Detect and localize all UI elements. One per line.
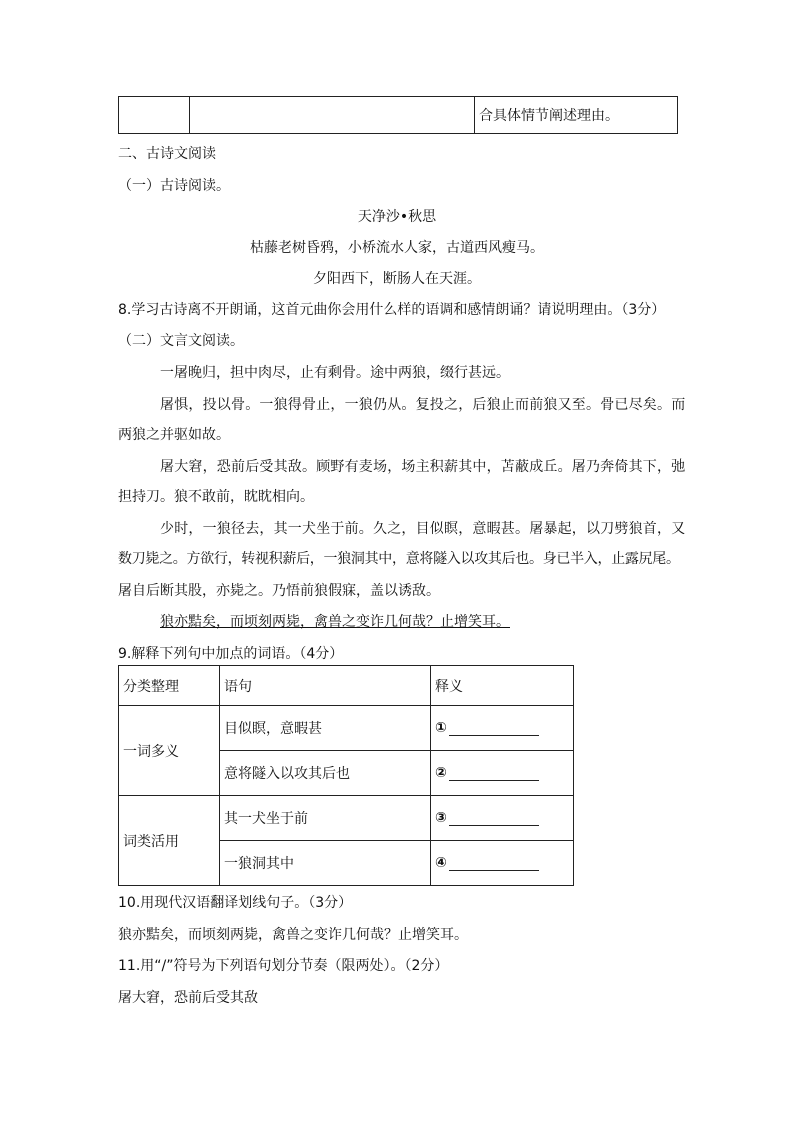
top-table-cell-3: 合具体情节阐述理由。 bbox=[475, 97, 678, 134]
poetry-subheading: （一）古诗阅读。 bbox=[118, 178, 230, 194]
question-10: 10.用现代汉语翻译划线句子。（3分） bbox=[118, 895, 353, 911]
row-sentence: 目似瞑，意暇甚 bbox=[220, 706, 431, 751]
vocab-table bbox=[118, 665, 574, 886]
passage-paragraph-3-line-1: 屠大窘，恐前后受其敌。顾野有麦场，场主积薪其中，苫蔽成丘。屠乃奔倚其下，弛 bbox=[160, 459, 686, 475]
header-category: 分类整理 bbox=[119, 666, 220, 706]
question-10-sentence: 狼亦黠矣，而顷刻两毙，禽兽之变诈几何哉？止增笑耳。 bbox=[118, 927, 468, 943]
passage-paragraph-2-line-1: 屠惧，投以骨。一狼得骨止，一狼仍从。复投之，后狼止而前狼又至。骨已尽矣。而 bbox=[160, 397, 686, 413]
passage-paragraph-4-line-3: 屠自后断其股，亦毙之。乃悟前狼假寐，盖以诱敌。 bbox=[118, 583, 440, 599]
section-heading: 二、古诗文阅读 bbox=[118, 146, 216, 162]
top-table-cell-1 bbox=[119, 97, 190, 134]
question-11-sentence: 屠大窘，恐前后受其敌 bbox=[118, 990, 258, 1006]
row-sentence: 一狼洞其中 bbox=[220, 841, 431, 886]
row-sentence: 其一犬坐于前 bbox=[220, 796, 431, 841]
passage-paragraph-3-line-2: 担持刀。狼不敢前，眈眈相向。 bbox=[118, 489, 314, 505]
poem-title: 天净沙•秋思 bbox=[357, 209, 437, 225]
passage-paragraph-2-line-2: 两狼之并驱如故。 bbox=[118, 427, 230, 443]
group-polysemy: 一词多义 bbox=[119, 706, 220, 796]
answer-blank[interactable] bbox=[449, 811, 539, 826]
table-row bbox=[119, 706, 574, 751]
row-sentence: 意将隧入以攻其后也 bbox=[220, 751, 431, 796]
passage-underlined-sentence: 狼亦黠矣，而顷刻两毙，禽兽之变诈几何哉？止增笑耳。 bbox=[160, 614, 510, 630]
table-row bbox=[119, 796, 574, 841]
passage-paragraph-1: 一屠晚归，担中肉尽，止有剩骨。途中两狼，缀行甚远。 bbox=[160, 365, 510, 381]
answer-number: ④ bbox=[435, 855, 447, 871]
group-word-class: 词类活用 bbox=[119, 796, 220, 886]
passage-paragraph-4-line-1: 少时，一狼径去，其一犬坐于前。久之，目似瞑，意暇甚。屠暴起，以刀劈狼首，又 bbox=[160, 521, 686, 537]
question-9: 9.解释下列句中加点的词语。（4分） bbox=[118, 646, 344, 662]
table-header-row bbox=[119, 666, 574, 706]
classical-subheading: （二）文言文阅读。 bbox=[118, 333, 244, 349]
header-meaning: 释义 bbox=[431, 666, 574, 706]
poem-line-1: 枯藤老树昏鸦，小桥流水人家，古道西风瘦马。 bbox=[250, 240, 544, 256]
answer-number: ① bbox=[435, 720, 447, 736]
answer-cell bbox=[431, 796, 574, 841]
answer-blank[interactable] bbox=[449, 721, 539, 736]
passage-paragraph-4-line-2: 数刀毙之。方欲行，转视积薪后，一狼洞其中，意将隧入以攻其后也。身已半入，止露尻尾。 bbox=[118, 551, 680, 567]
answer-cell bbox=[431, 706, 574, 751]
question-8: 8.学习古诗离不开朗诵，这首元曲你会用什么样的语调和感情朗诵？请说明理由。（3分） bbox=[118, 302, 666, 318]
header-sentence: 语句 bbox=[220, 666, 431, 706]
answer-cell bbox=[431, 841, 574, 886]
answer-blank[interactable] bbox=[449, 856, 539, 871]
answer-blank[interactable] bbox=[449, 766, 539, 781]
question-11: 11.用“/”符号为下列语句划分节奏（限两处）。（2分） bbox=[118, 958, 449, 974]
answer-number: ② bbox=[435, 765, 447, 781]
poem-line-2: 夕阳西下，断肠人在天涯。 bbox=[313, 271, 481, 287]
top-table-cell-2 bbox=[190, 97, 475, 134]
answer-cell bbox=[431, 751, 574, 796]
answer-number: ③ bbox=[435, 810, 447, 826]
top-table bbox=[118, 96, 678, 134]
